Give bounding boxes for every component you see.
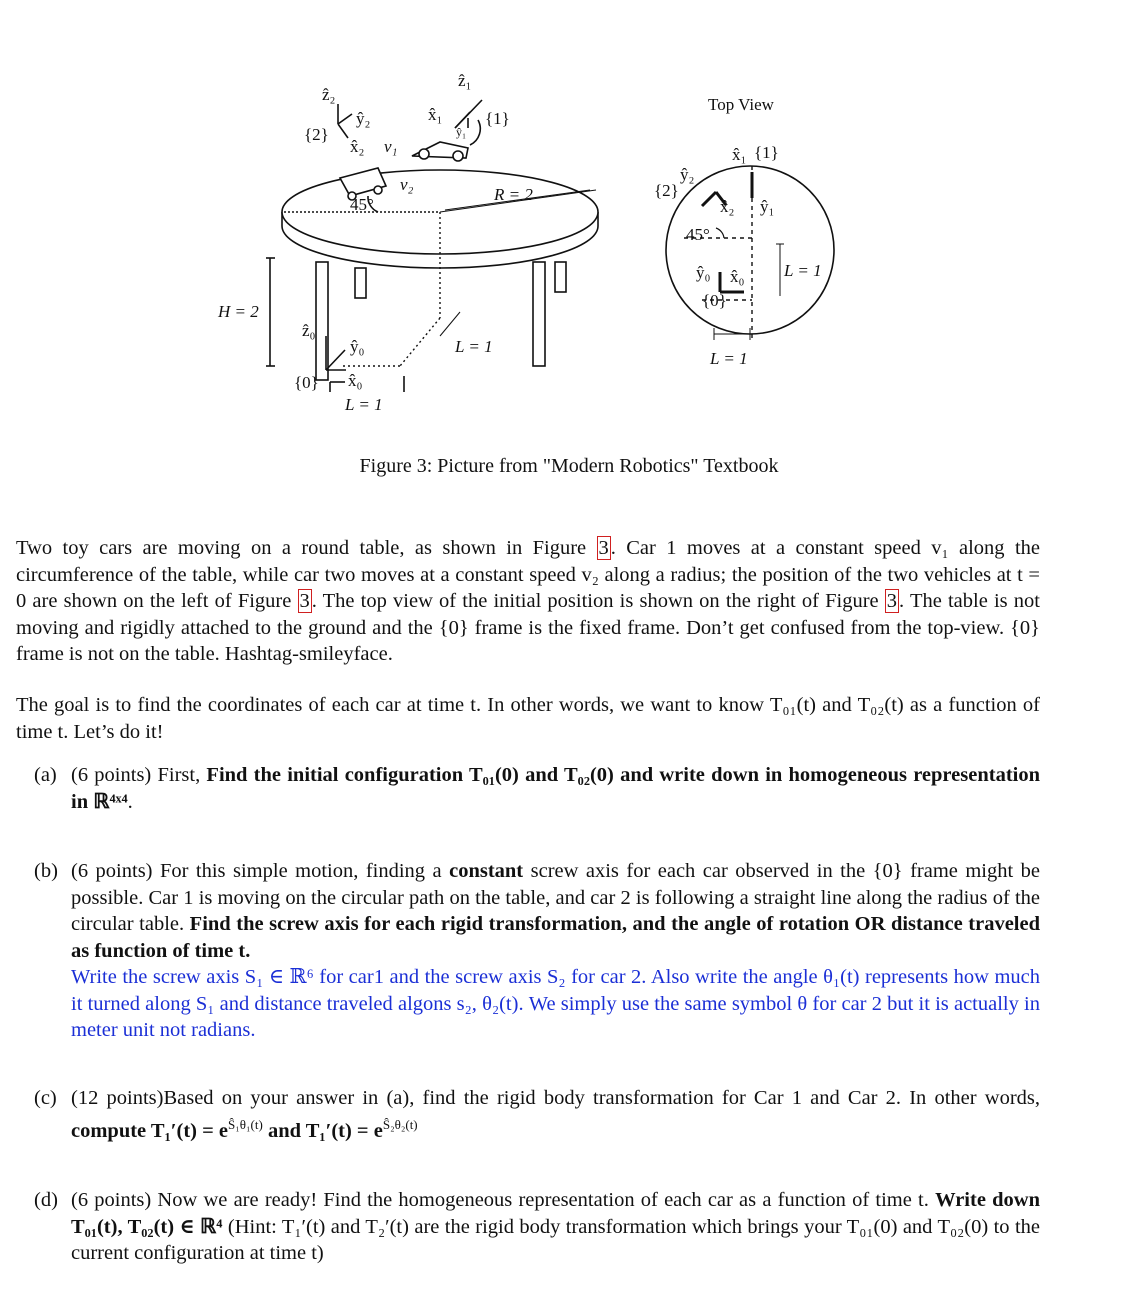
question-a: (a) (6 points) First, Find the initial configuration T₀₁(0) and T₀₂(0) and write down in homogeneous representation in ℝ⁴ˣ⁴. — [34, 764, 1040, 813]
label-z1: ẑ₁ — [458, 71, 472, 90]
label-H: H = 2 — [218, 302, 259, 321]
question-b-note: Write the screw axis S₁ ∈ ℝ⁶ for car1 and the screw axis S₂ for car 2. Also write the angle θ₁(t) represents how much it turned along S₁ and distance traveled algons s₂, θ₂(t). We simply use the same symbol θ for car 2 but it is actually in meter unit not radians. — [71, 966, 1040, 1041]
question-d: (d) (6 points) Now we are ready! Find the homogeneous representation of each car as a function of time t. Write down T₀₁(t), T₀₂(t) ∈ ℝ⁴ (Hint: T₁′(t) and T₂′(t) are the rigid body transformation which brings your T₀₁(0) and T₀₂(0) to the current configuration at time t) — [34, 1189, 1040, 1264]
label-x0: x̂₀ — [348, 371, 363, 390]
figure-ref-link[interactable]: 3 — [598, 537, 609, 559]
car-1 — [412, 142, 468, 161]
table-leg — [355, 268, 366, 298]
label-frame0: {0} — [294, 373, 319, 392]
top-view-circle — [666, 166, 834, 334]
question-label: (c) — [34, 1087, 57, 1109]
tv-label-x2: x̂₂ — [720, 197, 735, 216]
label-L-bottom: L = 1 — [345, 395, 383, 414]
intro-paragraph-2: The goal is to find the coordinates of each car at time t. In other words, we want to know T₀₁(t) and T₀₂(t) as a function of time t. Let’s do it! — [16, 694, 1040, 743]
label-y2: ŷ₂ — [356, 109, 371, 128]
label-R: R = 2 — [494, 185, 533, 204]
tv-label-y1: ŷ₁ — [760, 197, 775, 216]
label-L-mid: L = 1 — [455, 337, 493, 356]
figure-ref-link[interactable]: 3 — [299, 590, 310, 612]
tv-label-frame2: {2} — [654, 181, 679, 200]
tv-label-frame0: {0} — [702, 291, 727, 310]
intro-paragraph-1: Two toy cars are moving on a round table, as shown in Figure 3. Car 1 moves at a constant speed v₁ along the circumference of the table, while car two moves at a constant speed v₂ along a radius; the position of the two vehicles at t = 0 are shown on the left of Figure 3. The top view of the initial position is shown on the right of Figure 3. The table is not moving and rigidly attached to the ground and the {0} frame is the fixed frame. Don’t get confused from the top-view. {0} frame is not on the table. Hashtag-smileyface. — [16, 537, 1040, 665]
label-y1: ŷ₁ — [456, 125, 467, 139]
label-v1: v₁ — [384, 137, 398, 156]
question-c: (c) (12 points)Based on your answer in (a), find the rigid body transformation for Car 1 and Car 2. In other words, compute $T_1'(t) = e^{Ŝ_1\theta_1(t)}$ and $T_1'(t) = e^{Ŝ_2\theta_2(t)}$ — [34, 1087, 1040, 1142]
top-view — [666, 166, 834, 340]
tv-label-45: 45° — [686, 225, 710, 244]
tv-label-frame1: {1} — [754, 143, 779, 162]
label-y0: ŷ₀ — [350, 337, 365, 356]
tv-label-L-right: L = 1 — [784, 261, 822, 280]
table-leg — [555, 262, 566, 292]
tv-label-L-bottom: L = 1 — [710, 349, 748, 368]
label-v2: v₂ — [400, 175, 414, 194]
tv-label-y2: ŷ₂ — [680, 165, 695, 184]
label-x1: x̂₁ — [428, 105, 443, 124]
figure-3 — [0, 0, 1138, 450]
label-z2: ẑ₂ — [322, 85, 336, 104]
question-label: (d) — [34, 1189, 58, 1211]
question-label: (b) — [34, 860, 58, 882]
question-b: (b) (6 points) For this simple motion, finding a constant screw axis for each car observed in the {0} frame might be possible. Car 1 is moving on the circular path on the table, and car 2 is following a straight line along the radius of the circular table. Find the screw axis for each rigid transformation, and the angle of rotation OR distance traveled as function of time t. Write the screw axis S₁ ∈ ℝ⁶ for car1 and the screw axis S₂ for car 2. Also write the angle θ₁(t) represents how much it turned along S₁ and distance traveled algons s₂, θ₂(t). We simply use the same symbol θ for car 2 but it is actually in meter unit not radians. — [34, 860, 1041, 1041]
label-45: 45° — [350, 195, 374, 214]
label-z0: ẑ₀ — [302, 321, 316, 340]
table-leg — [533, 262, 545, 366]
label-frame1: {1} — [485, 109, 510, 128]
question-label: (a) — [34, 764, 57, 786]
tv-label-y0: ŷ₀ — [696, 263, 711, 282]
figure-ref-link[interactable]: 3 — [886, 590, 898, 612]
label-x2: x̂₂ — [350, 137, 365, 156]
label-frame2: {2} — [304, 125, 329, 144]
tv-label-x1: x̂₁ — [732, 145, 747, 164]
top-view-title: Top View — [708, 95, 774, 114]
tv-label-x0: x̂₀ — [730, 267, 745, 286]
figure-caption: Figure 3: Picture from "Modern Robotics" Textbook — [359, 455, 779, 477]
